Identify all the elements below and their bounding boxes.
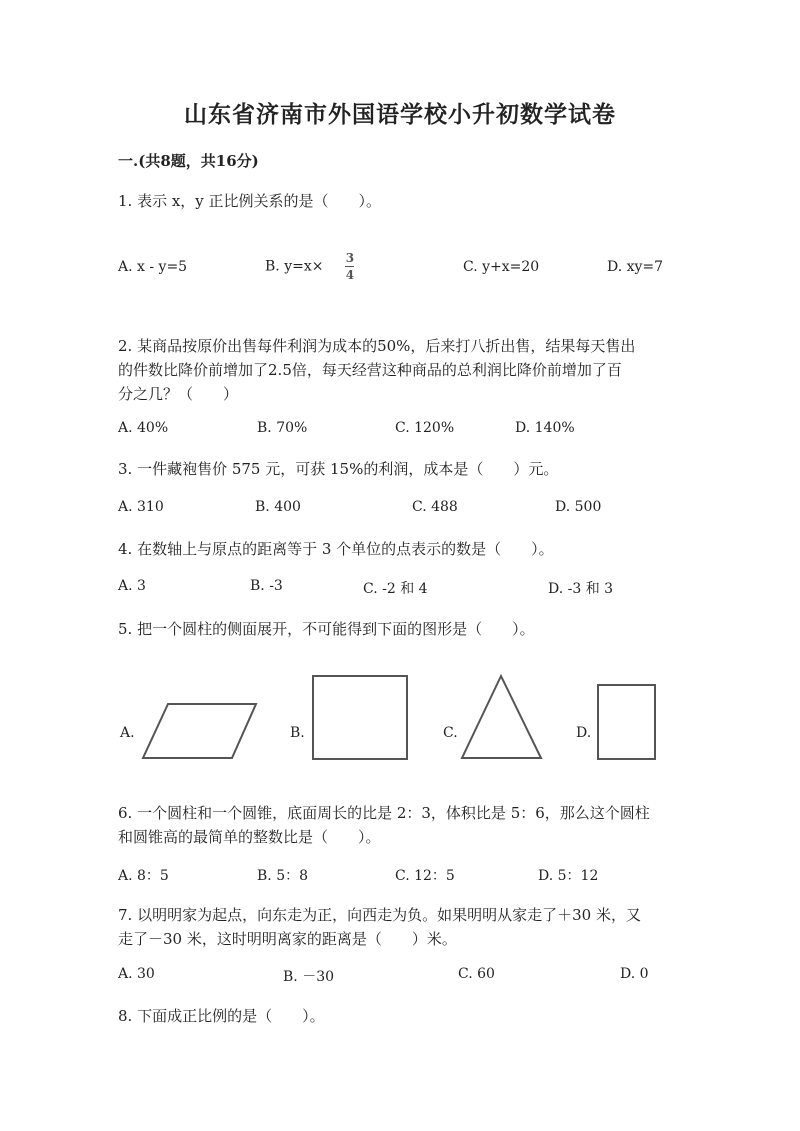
question-7-text <box>118 903 688 951</box>
q3-option-b: B. 400 <box>255 499 301 515</box>
q1-option-a: A. x - y=5 <box>118 259 188 275</box>
triangle-shape <box>462 676 541 758</box>
q5-option-d: D. <box>576 725 592 741</box>
q3-option-a: A. 310 <box>118 499 164 515</box>
q2-option-d: D. 140% <box>515 420 575 436</box>
q3-option-c: C. 488 <box>412 499 458 515</box>
question-5-text: 5. 把一个圆柱的侧面展开，不可能得到下面的图形是（ ）。 <box>118 620 535 638</box>
question-1-text: 1. 表示 x，y 正比例关系的是（ ）。 <box>118 192 382 210</box>
question-3-text: 3. 一件藏袍售价 575 元，可获 15%的利润，成本是（ ）元。 <box>118 460 559 478</box>
q6-option-b: B. 5：8 <box>257 868 309 884</box>
question-6-line-1: 6. 一个圆柱和一个圆锥，底面周长的比是 2：3，体积比是 5：6，那么这个圆柱 <box>118 804 650 822</box>
page-title: 山东省济南市外国语学校小升初数学试卷 <box>184 101 616 128</box>
rectangle-shape <box>598 685 655 759</box>
question-6-text <box>118 801 688 849</box>
q5-option-b: B. <box>290 725 305 741</box>
question-6-line-2: 和圆锥高的最简单的整数比是（ ）。 <box>118 828 381 846</box>
question-2-line-2: 的件数比降价前增加了2.5倍，每天经营这种商品的总利润比降价前增加了百 <box>118 361 622 379</box>
square-shape <box>313 676 407 759</box>
question-2-line-1: 2. 某商品按原价出售每件利润为成本的50%，后来打八折出售，结果每天售出 <box>118 337 636 355</box>
q5-option-a: A. <box>120 725 135 741</box>
question-7-line-1: 7. 以明明家为起点，向东走为正，向西走为负。如果明明从家走了＋30 米，又 <box>118 906 641 924</box>
q7-option-a: A. 30 <box>118 966 155 982</box>
fraction-denominator: 4 <box>345 268 355 282</box>
q4-option-a: A. 3 <box>118 578 146 594</box>
q7-option-b: B. －30 <box>283 969 335 985</box>
q5-option-c: C. <box>443 725 458 741</box>
question-2-line-3: 分之几？（ ） <box>118 385 239 403</box>
q1-option-b-label: B. y=x× <box>265 258 324 275</box>
q6-option-a: A. 8：5 <box>118 868 169 884</box>
q2-option-c: C. 120% <box>395 420 455 436</box>
parallelogram-shape <box>143 704 256 758</box>
q3-option-d: D. 500 <box>555 499 602 515</box>
question-4-text: 4. 在数轴上与原点的距离等于 3 个单位的点表示的数是（ ）。 <box>118 540 554 558</box>
q4-option-b: B. -3 <box>250 578 283 594</box>
question-8-text: 8. 下面成正比例的是（ ）。 <box>118 1007 325 1025</box>
q4-option-c: C. -2 和 4 <box>363 581 428 597</box>
q1-option-d: D. xy=7 <box>607 259 664 275</box>
q6-option-c: C. 12：5 <box>395 868 455 884</box>
section-heading: 一.(共8题，共16分) <box>118 152 259 170</box>
q2-option-a: A. 40% <box>118 420 169 436</box>
q1-option-c: C. y+x=20 <box>463 259 540 275</box>
q2-option-b: B. 70% <box>257 420 308 436</box>
q7-option-c: C. 60 <box>458 966 495 982</box>
q7-option-d: D. 0 <box>620 966 649 982</box>
question-7-line-2: 走了－30 米，这时明明离家的距离是（ ）米。 <box>118 930 457 948</box>
q4-option-d: D. -3 和 3 <box>548 581 614 597</box>
q6-option-d: D. 5：12 <box>538 868 599 884</box>
fraction-numerator: 3 <box>345 251 355 265</box>
